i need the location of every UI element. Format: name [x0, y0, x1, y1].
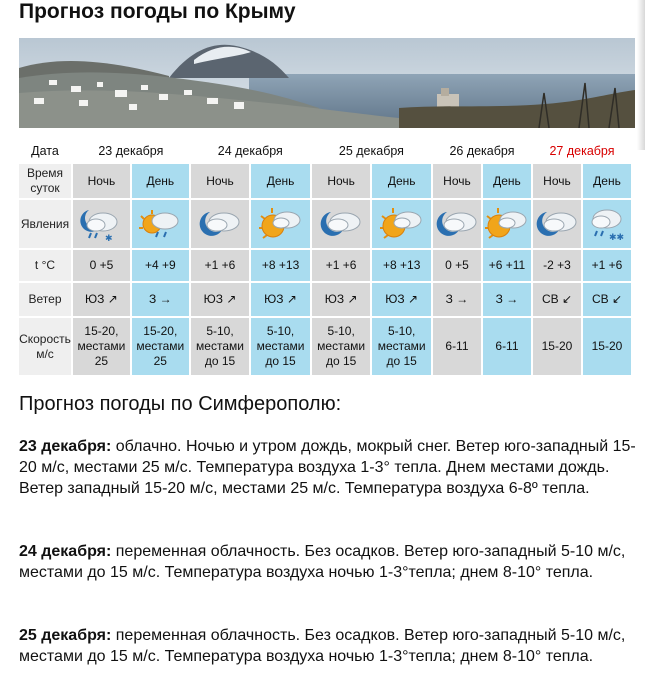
wind-direction: ЮЗ ↗ — [191, 283, 250, 316]
cloud-rain-snow-icon — [583, 204, 631, 244]
time-of-day: День — [583, 164, 631, 198]
crimea-coast-photo — [19, 38, 635, 128]
wind-speed: 6-11 — [483, 318, 531, 375]
row-label-temperature: t °C — [19, 250, 71, 281]
time-of-day: Ночь — [73, 164, 130, 198]
weather-cell — [483, 200, 531, 248]
wind-speed: 5-10, местами до 15 — [191, 318, 250, 375]
forecast-paragraph — [19, 436, 639, 499]
sun-cloud-icon — [483, 204, 531, 244]
temperature-value: 0 +5 — [73, 250, 130, 281]
wind-direction: СВ ↙ — [583, 283, 631, 316]
row-label-wind-speed: Скорость м/с — [19, 318, 71, 375]
wind-direction: ЮЗ ↗ — [73, 283, 130, 316]
weather-cell — [132, 200, 189, 248]
svg-text:✱: ✱ — [105, 234, 113, 244]
forecast-text: облачно. Ночью и утром дождь, мокрый снег. Ветер юго-западный 15-20 м/с, местами 25 м/с. Температура воздуха 1-3° тепла. Днем местами дождь. Ветер западный 15-20 м/с, местами 25 м/с. Температура воздуха 6-8º тепла. — [19, 438, 636, 497]
time-of-day: День — [372, 164, 431, 198]
moon-cloud-icon — [533, 204, 581, 244]
row-label-time: Время суток — [19, 164, 71, 198]
forecast-date: 24 декабря: — [19, 543, 112, 560]
simferopol-forecast-heading: Прогноз погоды по Симферополю: — [19, 393, 342, 415]
weather-cell — [312, 200, 371, 248]
temperature-value: +6 +11 — [483, 250, 531, 281]
wind-speed: 6-11 — [433, 318, 481, 375]
weather-cell — [433, 200, 481, 248]
moon-cloud-icon — [196, 204, 244, 244]
wind-speed: 5-10, местами до 15 — [312, 318, 371, 375]
temperature-value: +1 +6 — [312, 250, 371, 281]
moon-cloud-icon — [317, 204, 365, 244]
wind-direction: СВ ↙ — [533, 283, 581, 316]
page-title: Прогноз погоды по Крыму — [19, 0, 296, 23]
date-header-highlighted: 27 декабря — [533, 140, 631, 162]
sun-cloud-icon — [257, 204, 305, 244]
moon-cloud-icon — [433, 204, 481, 244]
temperature-value: +8 +13 — [372, 250, 431, 281]
moon-cloud-rain-snow-icon — [77, 204, 125, 244]
wind-speed: 15-20, местами 25 — [73, 318, 130, 375]
date-header: 24 декабря — [191, 140, 310, 162]
wind-direction: З → — [433, 283, 481, 316]
time-of-day: День — [251, 164, 310, 198]
forecast-text: переменная облачность. Без осадков. Ветер юго-западный 5-10 м/с, местами до 15 м/с. Температура воздуха ночью 1-3°тепла; днем 8-10° тепла. — [19, 543, 626, 581]
time-of-day: Ночь — [433, 164, 481, 198]
temperature-value: +1 +6 — [583, 250, 631, 281]
temperature-value: 0 +5 — [433, 250, 481, 281]
wind-speed: 15-20, местами 25 — [132, 318, 189, 375]
weather-cell — [73, 200, 130, 248]
wind-speed: 5-10, местами до 15 — [251, 318, 310, 375]
forecast-paragraph — [19, 625, 639, 667]
svg-text:✱✱: ✱✱ — [608, 233, 625, 243]
weather-cell — [251, 200, 310, 248]
forecast-table — [17, 138, 633, 377]
row-label-date: Дата — [19, 140, 71, 162]
wind-speed: 15-20 — [533, 318, 581, 375]
weather-cell — [372, 200, 431, 248]
time-of-day: Ночь — [312, 164, 371, 198]
time-of-day: Ночь — [533, 164, 581, 198]
date-header: 26 декабря — [433, 140, 531, 162]
forecast-date: 23 декабря: — [19, 438, 112, 455]
temperature-value: -2 +3 — [533, 250, 581, 281]
temperature-value: +8 +13 — [251, 250, 310, 281]
date-header: 23 декабря — [73, 140, 189, 162]
temperature-value: +4 +9 — [132, 250, 189, 281]
weather-cell — [191, 200, 250, 248]
date-header: 25 декабря — [312, 140, 431, 162]
wind-direction: З → — [132, 283, 189, 316]
weather-cell — [533, 200, 581, 248]
forecast-date: 25 декабря: — [19, 627, 112, 644]
row-label-wind: Ветер — [19, 283, 71, 316]
forecast-paragraph — [19, 541, 639, 583]
time-of-day: День — [483, 164, 531, 198]
sun-cloud-rain-icon — [136, 204, 184, 244]
temperature-value: +1 +6 — [191, 250, 250, 281]
page-edge-shadow — [637, 0, 645, 150]
time-of-day: Ночь — [191, 164, 250, 198]
weather-cell — [583, 200, 631, 248]
forecast-text: переменная облачность. Без осадков. Ветер юго-западный 5-10 м/с, местами до 15 м/с. Температура воздуха ночью 1-3°тепла; днем 8-10° тепла. — [19, 627, 626, 665]
wind-speed: 15-20 — [583, 318, 631, 375]
wind-direction: ЮЗ ↗ — [251, 283, 310, 316]
sun-cloud-icon — [378, 204, 426, 244]
wind-direction: З → — [483, 283, 531, 316]
row-label-phenomena: Явления — [19, 200, 71, 248]
wind-direction: ЮЗ ↗ — [312, 283, 371, 316]
time-of-day: День — [132, 164, 189, 198]
wind-speed: 5-10, местами до 15 — [372, 318, 431, 375]
wind-direction: ЮЗ ↗ — [372, 283, 431, 316]
